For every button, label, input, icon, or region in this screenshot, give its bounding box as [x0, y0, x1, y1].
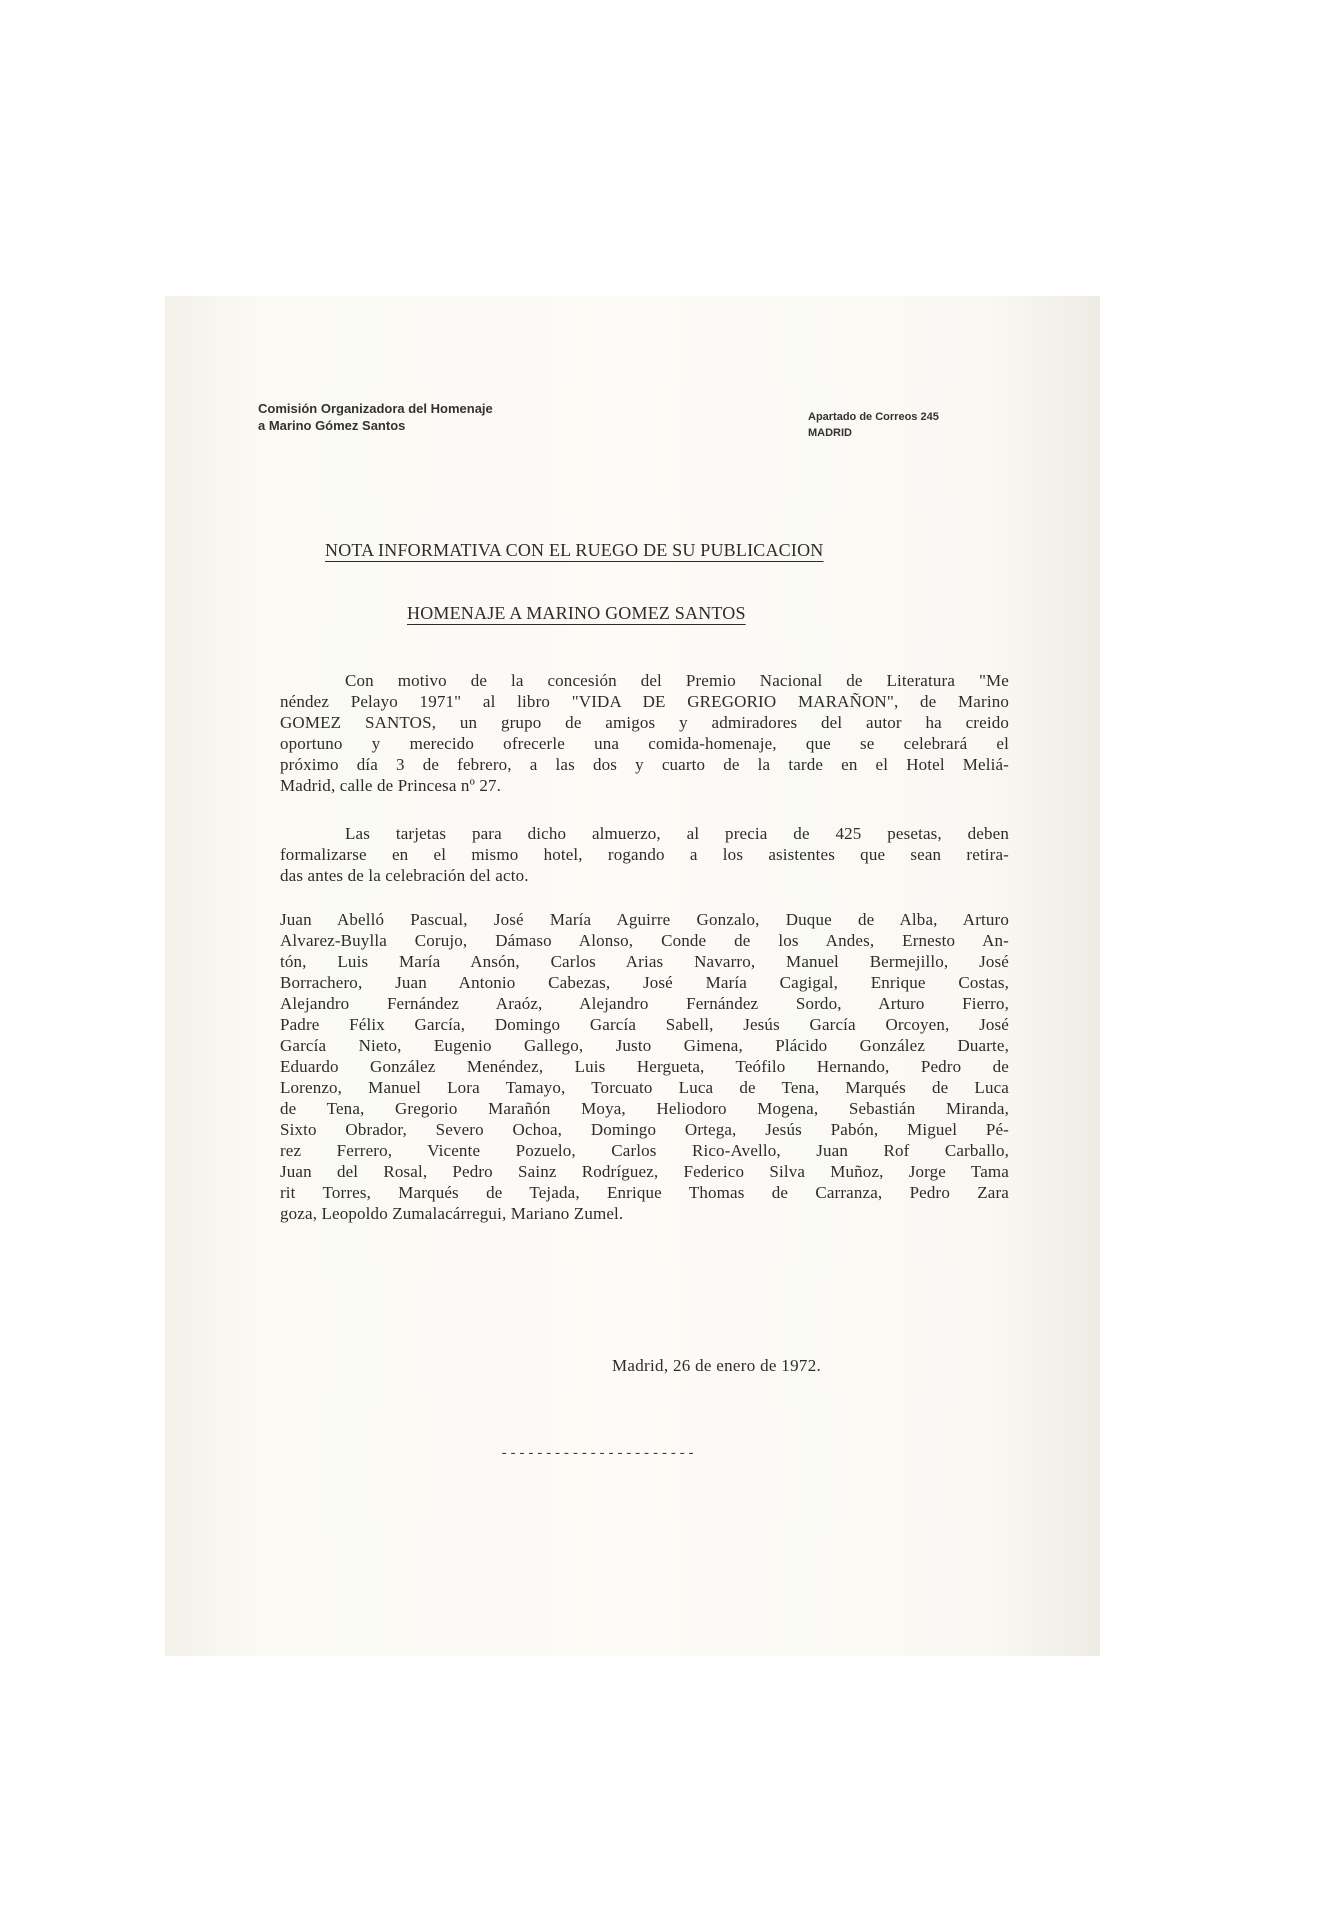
- paragraph-line: néndez Pelayo 1971" al libro "VIDA DE GREGORIO MARAÑON", de Marino: [280, 692, 1009, 711]
- paragraph-line: Las tarjetas para dicho almuerzo, al precia de 425 pesetas, deben: [345, 824, 1009, 843]
- signatories-line: rez Ferrero, Vicente Pozuelo, Carlos Rico-Avello, Juan Rof Carballo,: [280, 1141, 1009, 1160]
- signatories-line: Sixto Obrador, Severo Ochoa, Domingo Ortega, Jesús Pabón, Miguel Pé-: [280, 1120, 1009, 1139]
- closing-dashed-rule: ----------------------: [500, 1446, 696, 1462]
- signatories-line: Eduardo González Menéndez, Luis Hergueta, Teófilo Hernando, Pedro de: [280, 1057, 1009, 1076]
- letterhead-address-line2: MADRID: [808, 427, 852, 439]
- signatories-line: Alvarez-Buylla Corujo, Dámaso Alonso, Conde de los Andes, Ernesto An-: [280, 931, 1009, 950]
- paragraph-tickets: [280, 823, 1009, 886]
- paragraph-line: próximo día 3 de febrero, a las dos y cuarto de la tarde en el Hotel Meliá-: [280, 755, 1009, 774]
- signatories-line: Borrachero, Juan Antonio Cabezas, José María Cagigal, Enrique Costas,: [280, 973, 1009, 992]
- letterhead-address: [808, 409, 939, 441]
- paragraph-line: GOMEZ SANTOS, un grupo de amigos y admiradores del autor ha creido: [280, 713, 1009, 732]
- signatories-line: García Nieto, Eugenio Gallego, Justo Gimena, Plácido González Duarte,: [280, 1036, 1009, 1055]
- signatories-line: goza, Leopoldo Zumalacárregui, Mariano Zumel.: [280, 1204, 624, 1223]
- letterhead-committee-line2: a Marino Gómez Santos: [258, 418, 406, 433]
- paragraph-line: formalizarse en el mismo hotel, rogando a los asistentes que sean retira-: [280, 845, 1009, 864]
- signatories-line: Lorenzo, Manuel Lora Tamayo, Torcuato Luca de Tena, Marqués de Luca: [280, 1078, 1009, 1097]
- signatories-line: rit Torres, Marqués de Tejada, Enrique Thomas de Carranza, Pedro Zara: [280, 1183, 1009, 1202]
- signatories-line: Alejandro Fernández Araóz, Alejandro Fernández Sordo, Arturo Fierro,: [280, 994, 1009, 1013]
- paragraph-line: Madrid, calle de Princesa nº 27.: [280, 776, 502, 795]
- signatories-line: Juan del Rosal, Pedro Sainz Rodríguez, Federico Silva Muñoz, Jorge Tama: [280, 1162, 1009, 1181]
- paragraph-line: das antes de la celebración del acto.: [280, 866, 529, 885]
- signatories-line: de Tena, Gregorio Marañón Moya, Heliodoro Mogena, Sebastián Miranda,: [280, 1099, 1009, 1118]
- letterhead-committee: [258, 400, 493, 434]
- signatories-line: Padre Félix García, Domingo García Sabell, Jesús García Orcoyen, José: [280, 1015, 1009, 1034]
- paragraph-announcement: [280, 670, 1009, 796]
- signatories-line: Juan Abelló Pascual, José María Aguirre Gonzalo, Duque de Alba, Arturo: [280, 910, 1009, 929]
- document-date: Madrid, 26 de enero de 1972.: [612, 1356, 822, 1375]
- paragraph-line: Con motivo de la concesión del Premio Nacional de Literatura "Me: [345, 671, 1009, 690]
- letterhead-address-line1: Apartado de Correos 245: [808, 411, 939, 423]
- document-subtitle: HOMENAJE A MARINO GOMEZ SANTOS: [407, 603, 746, 623]
- signatories-line: tón, Luis María Ansón, Carlos Arias Navarro, Manuel Bermejillo, José: [280, 952, 1009, 971]
- signatories-list: [280, 909, 1009, 1224]
- document-title: NOTA INFORMATIVA CON EL RUEGO DE SU PUBLICACION: [325, 540, 824, 560]
- letterhead-committee-line1: Comisión Organizadora del Homenaje: [258, 401, 493, 416]
- paragraph-line: oportuno y merecido ofrecerle una comida-homenaje, que se celebrará el: [280, 734, 1009, 753]
